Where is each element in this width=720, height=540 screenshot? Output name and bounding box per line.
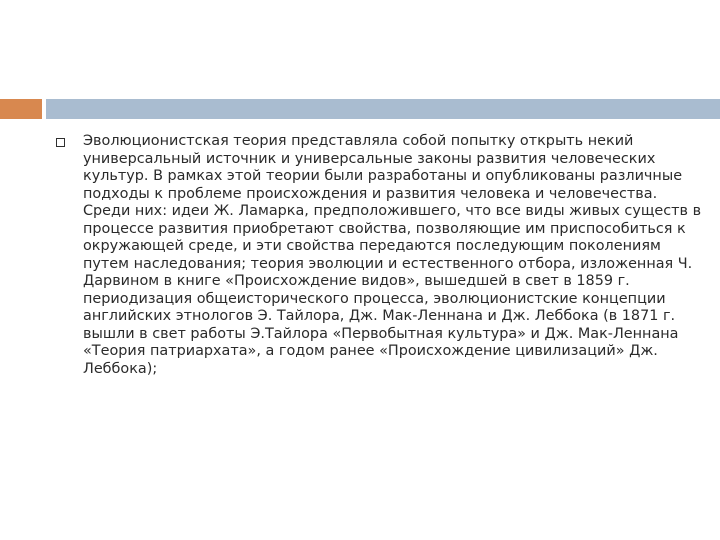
bullet-item bbox=[52, 133, 702, 378]
bullet-text: Эволюционистская теория представляла собой попытку открыть некий универсальный источник и универсальные законы развития человеческих культур. В рамках этой теории были разработаны и опубликованы различные подходы к проблеме происхождения и развития человека и человечества. Среди них: идеи Ж. Ламарка, предположившего, что все виды живых существ в процессе развития приобретают свойства, позволяющие им приспособиться к окружающей среде, и эти свойства передаются последующим поколениям путем наследования; теория эволюции и естественного отбора, изложенная Ч. Дарвином в книге «Происхождение видов», вышедшей в свет в 1859 г. периодизация общеисторического процесса, эволюционистские концепции английских этнологов Э. Тайлора, Дж. Мак-Леннана и Дж. Леббока (в 1871 г. вышли в свет работы Э.Тайлора «Первобытная культура» и Дж. Мак-Леннана «Теория патриархата», а годом ранее «Происхождение цивилизаций» Дж. Леббока); bbox=[83, 133, 702, 377]
square-bullet-icon bbox=[56, 138, 65, 147]
header-band bbox=[46, 99, 720, 119]
slide-content bbox=[52, 133, 702, 378]
accent-bar bbox=[0, 99, 42, 119]
